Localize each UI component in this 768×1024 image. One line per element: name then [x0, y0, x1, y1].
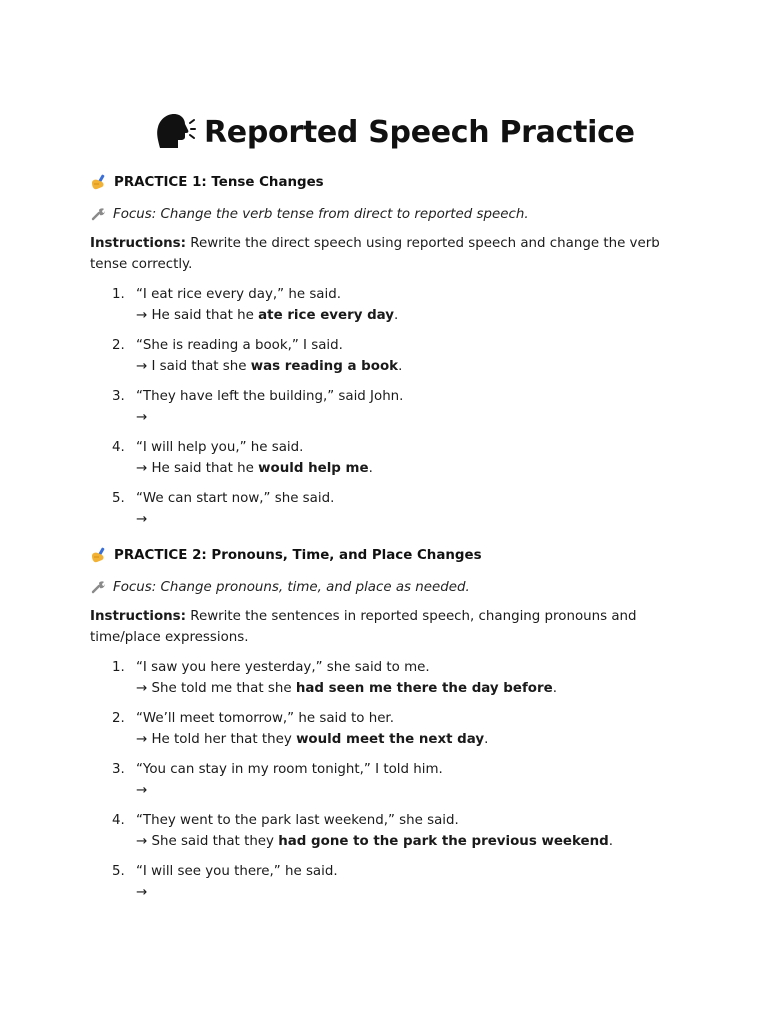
- item-quote: “We can start now,” she said.: [136, 491, 335, 506]
- writing-hand-icon: [90, 173, 108, 191]
- item-number: 1.: [112, 660, 125, 675]
- answer-suffix: .: [394, 307, 399, 323]
- practice-1-section: [90, 171, 680, 540]
- practice-2-title: PRACTICE 2: Pronouns, Time, and Place Changes: [114, 547, 482, 563]
- title-row: [152, 104, 635, 160]
- practice-1-focus-text: Focus: Change the verb tense from direct to reported speech.: [113, 206, 529, 222]
- item-answer-line: [136, 408, 680, 429]
- item-quote: “You can stay in my room tonight,” I told him.: [136, 762, 443, 777]
- answer-bold: had gone to the park the previous weekend: [278, 833, 609, 849]
- item-number: 1.: [112, 287, 125, 302]
- list-item: [90, 811, 680, 852]
- list-item: [90, 489, 680, 530]
- item-answer-line: [136, 510, 680, 531]
- list-item: [90, 709, 680, 750]
- item-quote: “She is reading a book,” I said.: [136, 338, 343, 353]
- item-number: 5.: [112, 864, 125, 879]
- item-number: 4.: [112, 813, 125, 828]
- answer-bold: ate rice every day: [258, 307, 395, 323]
- item-number: 2.: [112, 338, 125, 353]
- item-answer-line: [136, 459, 680, 480]
- practice-2-heading: [90, 544, 680, 566]
- item-number: 5.: [112, 491, 125, 506]
- answer-bold: was reading a book: [250, 358, 399, 374]
- item-quote: “I eat rice every day,” he said.: [136, 287, 341, 302]
- answer-prefix: →: [136, 409, 148, 425]
- instructions-label: Instructions:: [90, 609, 187, 624]
- item-quote: “I saw you here yesterday,” she said to me.: [136, 660, 430, 675]
- item-answer-line: [136, 306, 680, 327]
- item-number: 4.: [112, 440, 125, 455]
- wrench-icon: [90, 206, 106, 222]
- writing-hand-icon: [90, 546, 108, 564]
- wrench-icon: [90, 579, 106, 595]
- practice-2-focus: [90, 576, 680, 598]
- list-item: [90, 387, 680, 428]
- item-quote: “They went to the park last weekend,” she said.: [136, 813, 459, 828]
- practice-1-instructions: [90, 233, 680, 275]
- speaking-head-icon: [152, 110, 196, 154]
- practice-1-title: PRACTICE 1: Tense Changes: [114, 174, 324, 190]
- answer-suffix: .: [552, 680, 557, 696]
- item-number: 3.: [112, 389, 125, 404]
- instructions-text: Rewrite the direct speech using reported speech and change the verb tense correctly.: [90, 236, 660, 272]
- answer-bold: would meet the next day: [296, 731, 485, 747]
- instructions-text: Rewrite the sentences in reported speech, changing pronouns and time/place expressions.: [90, 609, 637, 645]
- answer-suffix: .: [608, 833, 614, 849]
- item-answer-line: [136, 730, 680, 751]
- item-answer-line: [136, 679, 680, 700]
- practice-2-section: [90, 544, 680, 913]
- item-quote: “I will see you there,” he said.: [136, 864, 338, 879]
- answer-suffix: .: [484, 731, 489, 747]
- answer-suffix: .: [398, 358, 403, 374]
- answer-prefix: →: [136, 782, 148, 798]
- answer-prefix: →: [136, 511, 148, 527]
- answer-prefix: → He told her that they: [136, 731, 297, 747]
- practice-1-focus: [90, 203, 680, 225]
- practice-2-instructions: [90, 606, 680, 648]
- page-title: Reported Speech Practice: [204, 114, 635, 150]
- practice-2-focus-text: Focus: Change pronouns, time, and place as needed.: [113, 579, 470, 595]
- item-answer-line: [136, 832, 680, 853]
- answer-prefix: → He said that he: [136, 307, 259, 323]
- answer-prefix: →: [136, 884, 148, 900]
- list-item: [90, 438, 680, 479]
- item-quote: “I will help you,” he said.: [136, 440, 304, 455]
- answer-bold: would help me: [258, 460, 369, 476]
- list-item: [90, 285, 680, 326]
- item-answer-line: [136, 883, 680, 904]
- item-answer-line: [136, 781, 680, 802]
- answer-prefix: → She told me that she: [136, 680, 296, 696]
- item-quote: “They have left the building,” said John.: [136, 389, 404, 404]
- item-quote: “We’ll meet tomorrow,” he said to her.: [136, 711, 394, 726]
- list-item: [90, 862, 680, 903]
- answer-suffix: .: [368, 460, 373, 476]
- answer-prefix: → I said that she: [136, 358, 251, 374]
- practice-1-list: [90, 285, 680, 530]
- item-number: 3.: [112, 762, 125, 777]
- item-number: 2.: [112, 711, 125, 726]
- list-item: [90, 760, 680, 801]
- practice-2-list: [90, 658, 680, 903]
- item-answer-line: [136, 357, 680, 378]
- practice-1-heading: [90, 171, 680, 193]
- answer-bold: had seen me there the day before: [295, 680, 553, 696]
- list-item: [90, 658, 680, 699]
- instructions-label: Instructions:: [90, 236, 187, 251]
- answer-prefix: → She said that they: [136, 833, 279, 849]
- answer-prefix: → He said that he: [136, 460, 259, 476]
- list-item: [90, 336, 680, 377]
